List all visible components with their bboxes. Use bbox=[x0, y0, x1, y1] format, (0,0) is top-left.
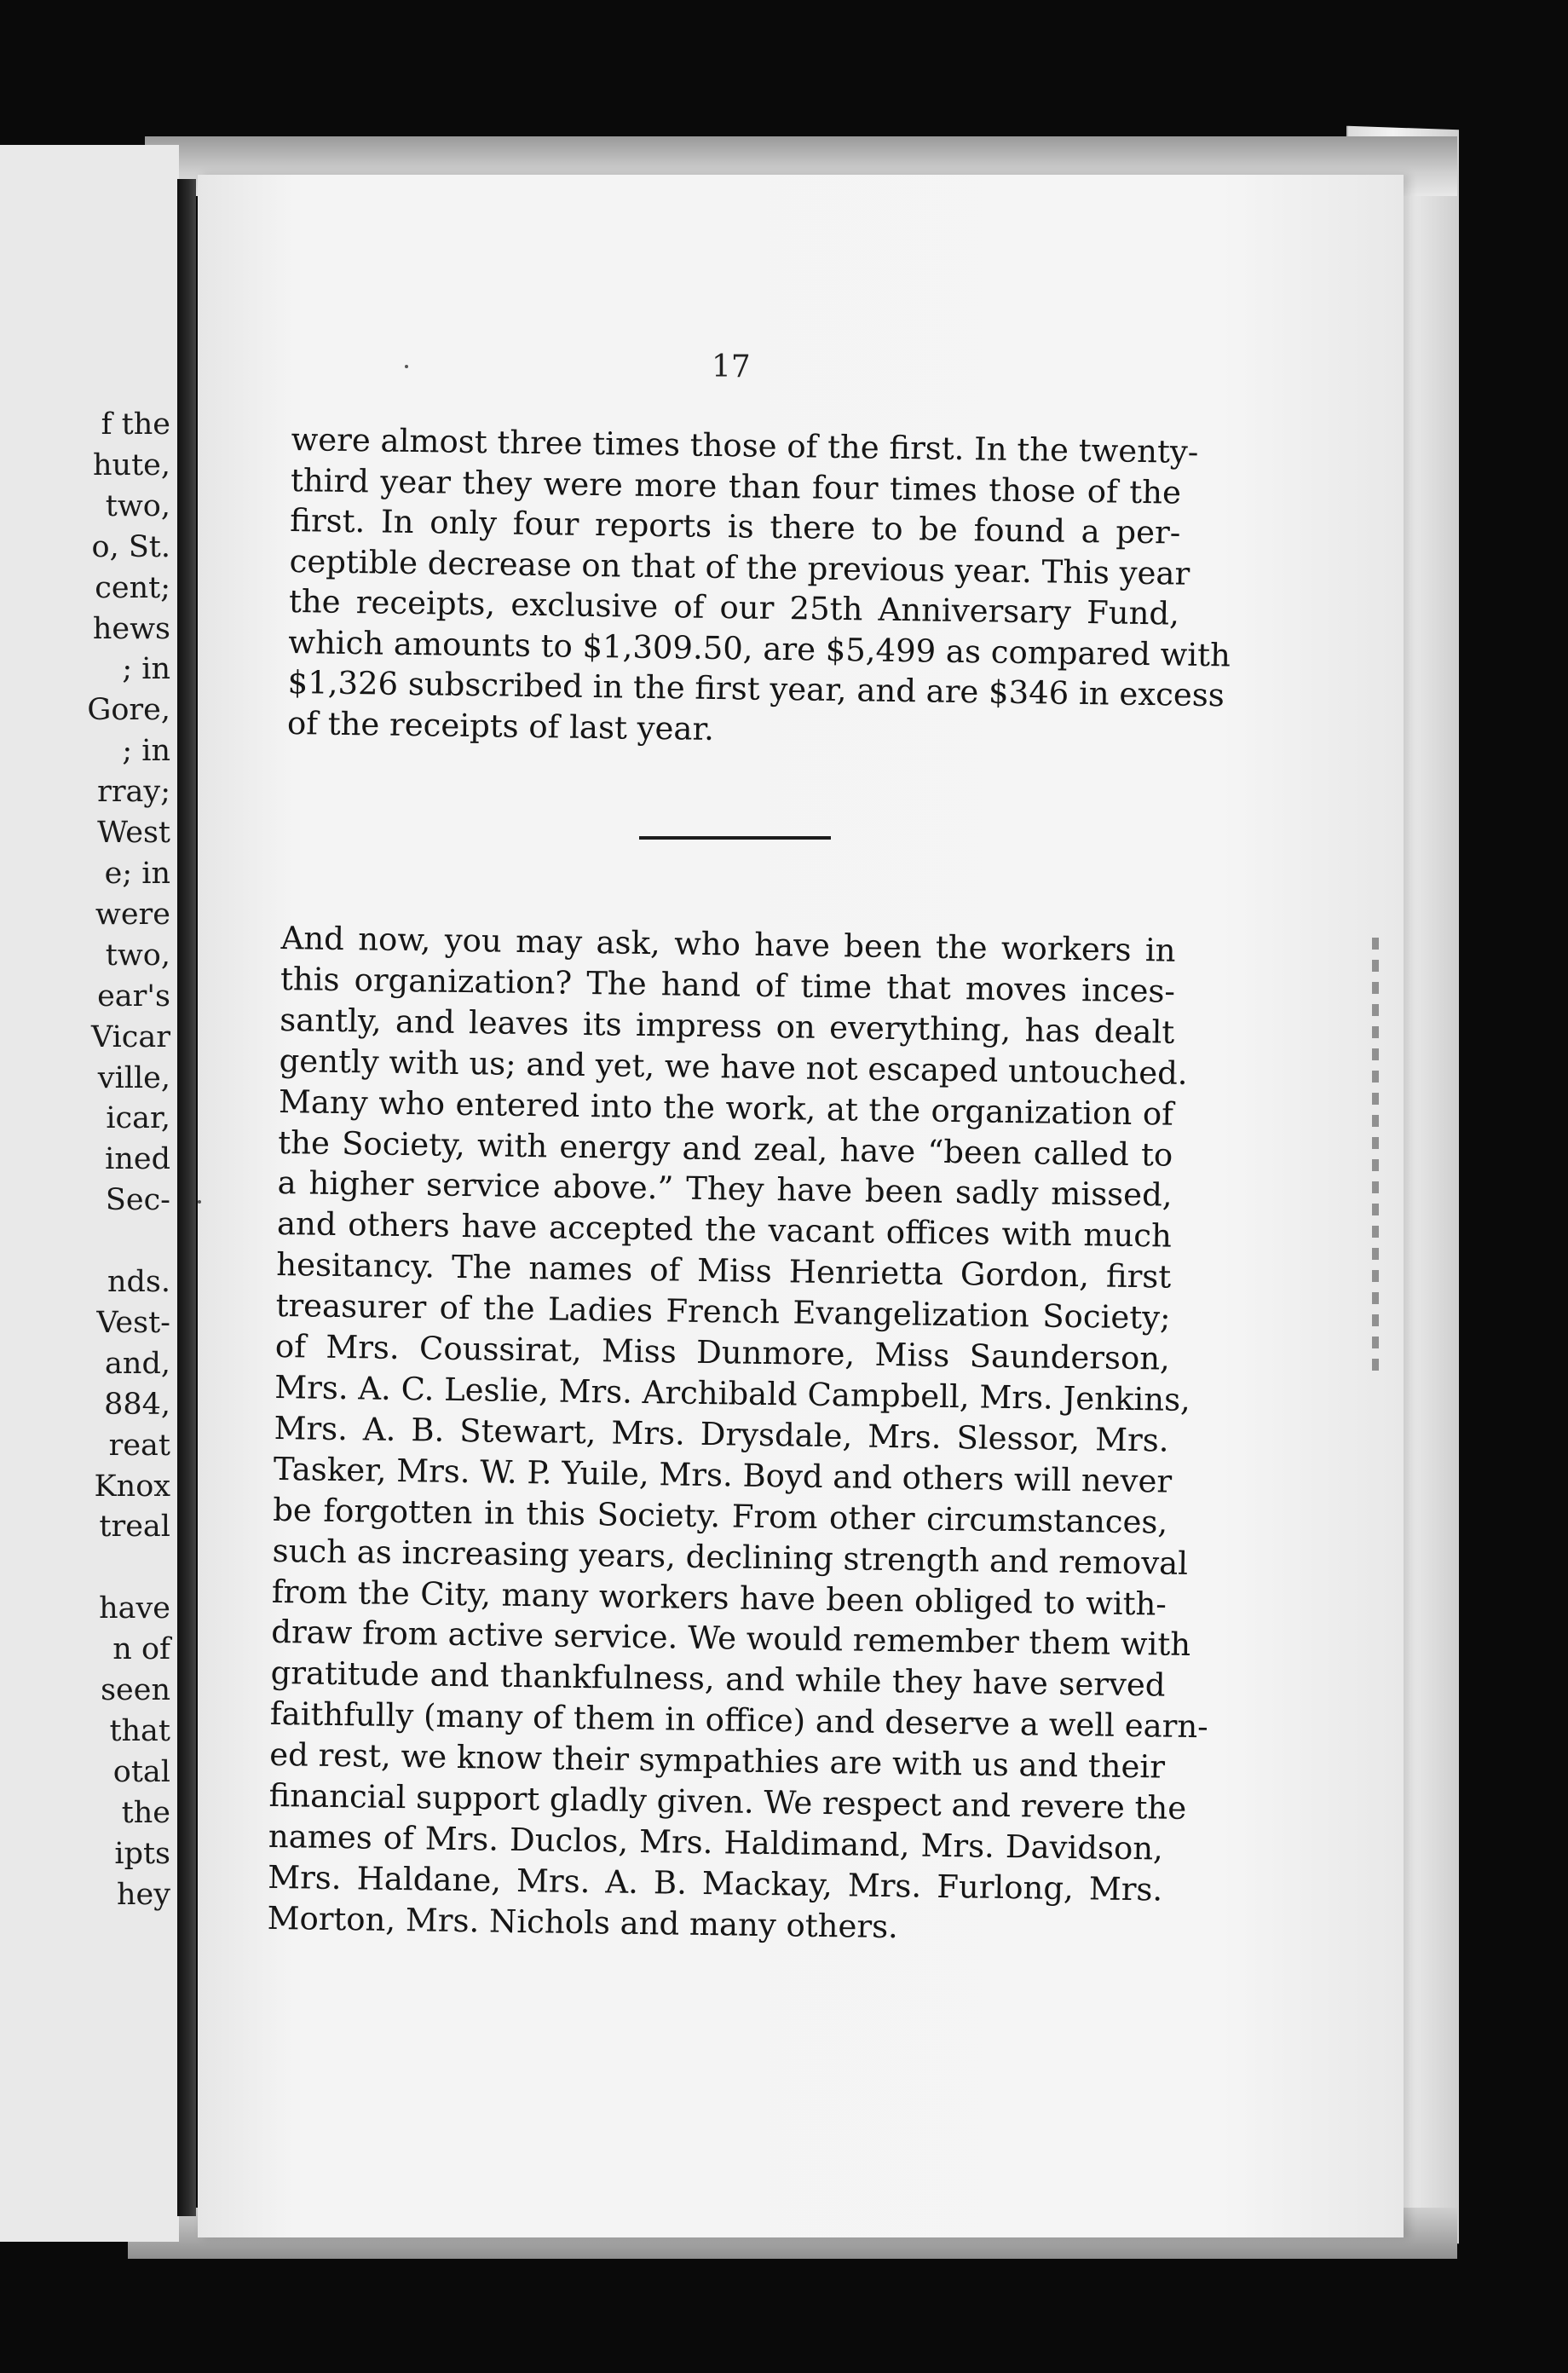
page-number: 17 bbox=[712, 349, 751, 384]
text-line bbox=[87, 1548, 170, 1589]
text-line: the receipts, exclusive of our 25th Anniversary Fund, bbox=[288, 582, 1180, 632]
text-line: Vest- bbox=[96, 1305, 170, 1340]
text-line: And now, you may ask, who have been the workers in bbox=[280, 919, 1176, 969]
paper-speck bbox=[405, 365, 408, 368]
text-line: gently with us; and yet, we have not escaped untouched. bbox=[279, 1042, 1188, 1092]
text-line: gratitude and thankfulness, and while they have served bbox=[270, 1654, 1166, 1704]
text-line: this organization? The hand of time that moves inces- bbox=[280, 960, 1176, 1010]
text-line: ceptible decrease on that of the previous year. This year bbox=[289, 542, 1190, 592]
text-line: draw from active service. We would remember them with bbox=[271, 1614, 1191, 1664]
paragraph-receipts bbox=[286, 419, 1231, 756]
text-line: e; in bbox=[104, 856, 170, 891]
text-line: rray; bbox=[97, 775, 170, 810]
text-line: cent; bbox=[95, 570, 170, 605]
text-line: treal bbox=[99, 1510, 170, 1544]
text-line: the bbox=[121, 1795, 170, 1830]
text-line: have bbox=[99, 1591, 170, 1626]
text-line: Knox bbox=[94, 1469, 170, 1504]
text-line: and, bbox=[105, 1346, 170, 1381]
text-line: ined bbox=[105, 1142, 170, 1177]
text-line: be forgotten in this Society. From other circumstances, bbox=[273, 1491, 1168, 1541]
text-line: financial support gladly given. We respect and revere the bbox=[268, 1776, 1187, 1827]
text-line: seen bbox=[101, 1673, 170, 1708]
left-page-text bbox=[87, 405, 170, 1916]
text-line: the Society, with energy and zeal, have “been called to bbox=[278, 1123, 1173, 1174]
paragraph-workers bbox=[267, 918, 1209, 1951]
text-line: ; in bbox=[122, 734, 170, 769]
text-line: Tasker, Mrs. W. P. Yuile, Mrs. Boyd and others will never bbox=[273, 1450, 1173, 1500]
text-line: were bbox=[95, 897, 170, 932]
text-line: such as increasing years, declining strength and removal bbox=[272, 1532, 1189, 1582]
text-line: ipts bbox=[114, 1836, 170, 1871]
text-line: reat bbox=[108, 1428, 170, 1463]
text-line: ; in bbox=[122, 652, 170, 687]
text-line: treasurer of the Ladies French Evangelization Society; bbox=[275, 1287, 1171, 1337]
text-line: nds. bbox=[107, 1265, 170, 1300]
text-line: faithfully (many of them in office) and deserve a well earn- bbox=[269, 1695, 1209, 1746]
text-line: $1,326 subscribed in the first year, and are $346 in excess bbox=[287, 663, 1225, 714]
text-line: f the bbox=[101, 407, 170, 442]
text-line: ear's bbox=[97, 979, 170, 1013]
text-line: 884, bbox=[104, 1387, 170, 1422]
text-line: o, St. bbox=[91, 529, 170, 564]
text-line: hute, bbox=[93, 447, 170, 482]
paper-speck bbox=[198, 1200, 201, 1204]
text-line: Sec- bbox=[105, 1183, 170, 1218]
section-divider bbox=[639, 836, 831, 840]
text-line: santly, and leaves its impress on everything, has dealt bbox=[280, 1001, 1175, 1051]
text-line: ville, bbox=[97, 1060, 170, 1095]
text-line: hews bbox=[92, 611, 170, 646]
text-line: of the receipts of last year. bbox=[286, 704, 715, 748]
text-line: third year they were more than four times those of the bbox=[290, 461, 1182, 511]
text-line: ed rest, we know their sympathies are with us and their bbox=[268, 1736, 1166, 1786]
text-line: a higher service above.” They have been sadly missed, bbox=[277, 1164, 1173, 1215]
text-line: hey bbox=[116, 1877, 170, 1912]
text-line: of Mrs. Coussirat, Miss Dunmore, Miss Saunderson, bbox=[274, 1328, 1171, 1377]
text-line: Many who entered into the work, at the organization of bbox=[278, 1083, 1174, 1133]
text-line: Mrs. Haldane, Mrs. A. B. Mackay, Mrs. Furlong, Mrs. bbox=[267, 1858, 1163, 1908]
page-edge-marks bbox=[1372, 938, 1379, 1381]
book-gutter bbox=[177, 179, 196, 2216]
text-line: and others have accepted the vacant offices with much bbox=[276, 1205, 1173, 1255]
text-line: Morton, Mrs. Nichols and many others. bbox=[267, 1899, 899, 1945]
text-line: Gore, bbox=[87, 693, 170, 728]
text-line: names of Mrs. Duclos, Mrs. Haldimand, Mrs. Davidson, bbox=[268, 1817, 1164, 1868]
text-line: icar, bbox=[106, 1101, 170, 1136]
text-line: n of bbox=[112, 1632, 170, 1667]
text-line: Mrs. A. C. Leslie, Mrs. Archibald Campbell, Mrs. Jenkins, bbox=[274, 1368, 1191, 1418]
text-line: were almost three times those of the first. In the twenty- bbox=[291, 420, 1199, 471]
text-line: hesitancy. The names of Miss Henrietta Gordon, first bbox=[276, 1246, 1172, 1296]
left-page bbox=[0, 145, 179, 2242]
text-line: two, bbox=[105, 488, 170, 523]
text-line: Mrs. A. B. Stewart, Mrs. Drysdale, Mrs. Slessor, Mrs. bbox=[274, 1409, 1169, 1459]
text-line bbox=[87, 1221, 170, 1262]
text-line: Vicar bbox=[90, 1019, 170, 1054]
text-line: that bbox=[109, 1714, 170, 1748]
text-line: first. In only four reports is there to be found a per- bbox=[290, 501, 1181, 551]
text-line: otal bbox=[112, 1754, 170, 1789]
text-line: two, bbox=[105, 938, 170, 973]
text-line: West bbox=[97, 816, 170, 851]
text-line: from the City, many workers have been obliged to with- bbox=[271, 1573, 1167, 1623]
text-line: which amounts to $1,309.50, are $5,499 as compared with bbox=[288, 623, 1231, 673]
